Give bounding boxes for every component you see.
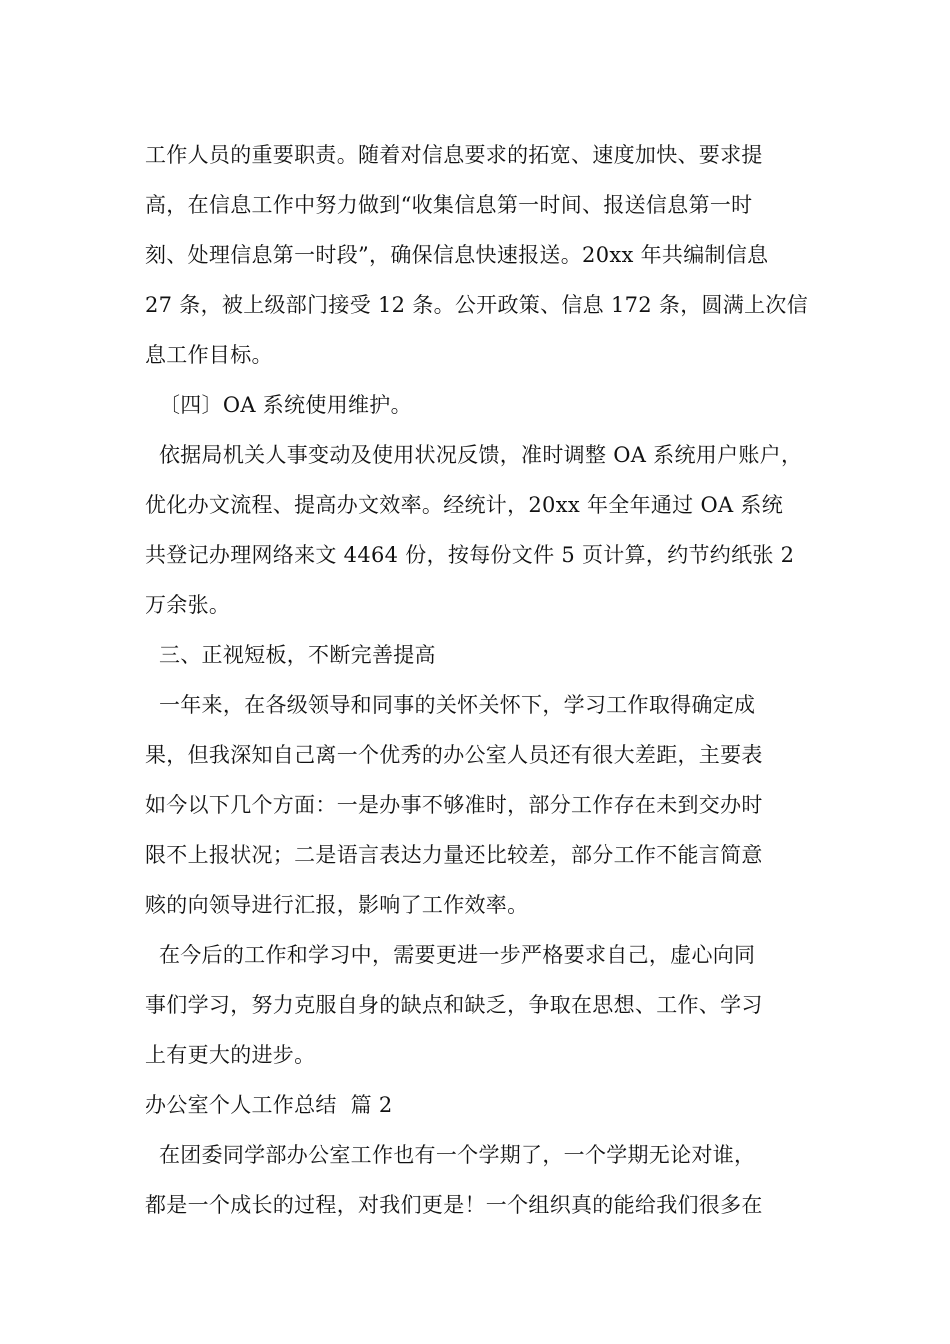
body-line: 高，在信息工作中努力做到“收集信息第一时间、报送信息第一时	[145, 193, 753, 217]
body-line: 赅的向领导进行汇报，影响了工作效率。	[145, 893, 529, 917]
body-line: 一年来，在各级领导和同事的关怀关怀下，学习工作取得确定成	[145, 693, 756, 717]
body-line: 在今后的工作和学习中，需要更进一步严格要求自己，虚心向同	[145, 943, 756, 967]
body-line: 27 条，被上级部门接受 12 条。公开政策、信息 172 条，圆满上次信	[145, 293, 808, 317]
body-line: 如今以下几个方面：一是办事不够准时，部分工作存在未到交办时	[145, 793, 763, 817]
article-title: 办公室个人工作总结 篇 2	[145, 1093, 393, 1117]
body-line: 刻、处理信息第一时段”，确保信息快速报送。20xx 年共编制信息	[145, 243, 769, 267]
body-line: 共登记办理网络来文 4464 份，按每份文件 5 页计算，约节约纸张 2	[145, 543, 795, 567]
body-line: 息工作目标。	[145, 343, 273, 367]
body-line: 都是一个成长的过程，对我们更是！一个组织真的能给我们很多在	[145, 1193, 763, 1217]
document-body	[145, 130, 835, 1230]
body-line: 依据局机关人事变动及使用状况反馈，准时调整 OA 系统用户账户，	[145, 443, 803, 467]
body-line: 上有更大的进步。	[145, 1043, 316, 1067]
body-line: 限不上报状况；二是语言表达力量还比较差，部分工作不能言简意	[145, 843, 763, 867]
section-heading: 〔四〕OA 系统使用维护。	[145, 393, 412, 417]
body-line: 在团委同学部办公室工作也有一个学期了，一个学期无论对谁，	[145, 1143, 756, 1167]
body-line: 万余张。	[145, 593, 231, 617]
section-heading: 三、正视短板，不断完善提高	[145, 643, 436, 667]
body-line: 工作人员的重要职责。随着对信息要求的拓宽、速度加快、要求提	[145, 143, 763, 167]
body-line: 优化办文流程、提高办文效率。经统计，20xx 年全年通过 OA 系统	[145, 493, 784, 517]
body-line: 事们学习，努力克服自身的缺点和缺乏，争取在思想、工作、学习	[145, 993, 763, 1017]
body-line: 果，但我深知自己离一个优秀的办公室人员还有很大差距，主要表	[145, 743, 763, 767]
